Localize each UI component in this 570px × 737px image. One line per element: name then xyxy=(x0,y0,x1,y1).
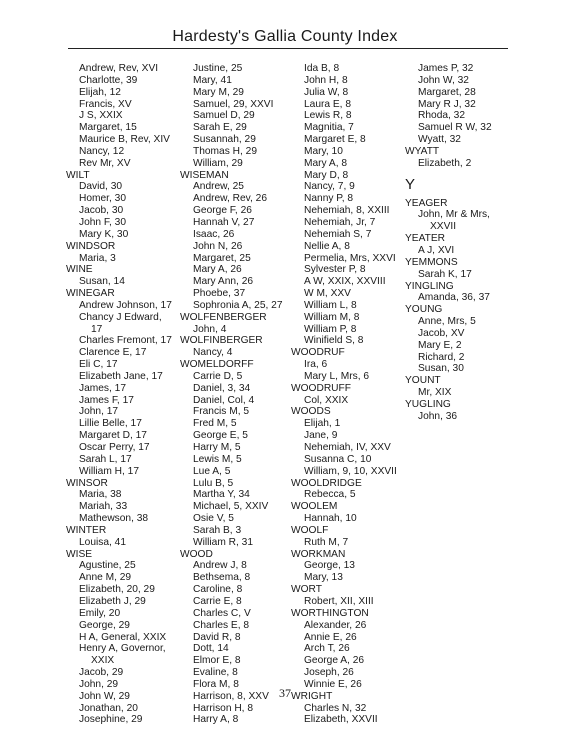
index-entry: Lulu B, 5 xyxy=(193,477,234,489)
index-entry: John F, 30 xyxy=(79,216,127,228)
index-entry: Lewis R, 8 xyxy=(304,110,352,122)
index-entry: Margaret, 15 xyxy=(79,122,137,134)
index-entry: Charles Fremont, 17 xyxy=(79,335,172,347)
index-entry: John N, 26 xyxy=(193,240,243,252)
index-entry: Mary L, Mrs, 6 xyxy=(304,370,370,382)
index-entry: Sylvester P, 8 xyxy=(304,264,366,276)
index-entry: Ida B, 8 xyxy=(304,63,340,74)
index-entry: Chancy J Edward, xyxy=(79,311,162,323)
index-entry: Nanny P, 8 xyxy=(304,193,354,205)
index-entry: Louisa, 41 xyxy=(79,536,127,548)
index-entry: Samuel, 29, XXVI xyxy=(193,98,274,110)
index-entry: Mary A, 8 xyxy=(304,157,348,169)
index-entry: Margaret, 28 xyxy=(418,86,476,98)
index-entry: Dott, 14 xyxy=(193,643,229,655)
index-entry: XXIX xyxy=(91,655,115,667)
index-entry: Amanda, 36, 37 xyxy=(418,292,490,304)
index-entry: Margaret E, 8 xyxy=(304,134,366,146)
index-entry: Harry M, 5 xyxy=(193,442,241,453)
index-entry: Eli C, 17 xyxy=(79,359,118,371)
index-entry: William M, 8 xyxy=(304,311,360,323)
index-entry: Nehemiah S, 7 xyxy=(304,228,372,240)
index-entry: Charles N, 32 xyxy=(304,702,367,714)
surname-heading: WINTER xyxy=(66,524,107,536)
index-entry: George F, 26 xyxy=(193,205,252,217)
index-entry: Permelia, Mrs, XXVI xyxy=(304,252,396,264)
index-entry: Fred M, 5 xyxy=(193,418,237,430)
index-entry: Samuel D, 29 xyxy=(193,110,255,122)
index-entry: Sophronia A, 25, 27 xyxy=(193,299,283,311)
surname-heading: WOODS xyxy=(291,406,331,418)
index-entry: Hannah V, 27 xyxy=(193,216,255,228)
surname-heading: YINGLING xyxy=(405,280,454,292)
index-entry: William, 29 xyxy=(193,157,243,169)
index-entry: Susan, 30 xyxy=(418,363,464,375)
index-entry: James F, 17 xyxy=(79,394,134,406)
index-column-1 xyxy=(66,63,184,726)
index-entry: Mary, 10 xyxy=(304,145,343,157)
index-entry: Arch T, 26 xyxy=(304,643,350,655)
index-entry: Sarah E, 29 xyxy=(193,122,247,134)
surname-heading: WILT xyxy=(66,169,90,181)
index-entry: Mary, 13 xyxy=(304,572,343,584)
index-entry: Magnitia, 7 xyxy=(304,122,354,134)
index-entry: Caroline, 8 xyxy=(193,584,243,596)
page-number: 37 xyxy=(279,686,291,700)
index-entry: Nancy, 7, 9 xyxy=(304,181,355,193)
index-entry: Alexander, 26 xyxy=(304,619,367,631)
index-entry: Nellie A, 8 xyxy=(304,240,350,252)
index-entry: Agustine, 25 xyxy=(79,560,136,572)
index-entry: Andrew, Rev, 26 xyxy=(193,193,267,205)
index-entry: A W, XXIX, XXVIII xyxy=(304,276,386,288)
surname-heading: WOOD xyxy=(180,548,213,560)
index-entry: Nehemiah, IV, XXV xyxy=(304,442,391,453)
surname-heading: YOUNG xyxy=(405,304,443,316)
index-entry: Mary K, 30 xyxy=(79,228,129,240)
index-entry: James P, 32 xyxy=(418,63,474,74)
index-entry: Nancy, 12 xyxy=(79,145,125,157)
index-entry: Elmor E, 8 xyxy=(193,655,241,667)
index-entry: Andrew, 25 xyxy=(193,181,244,193)
surname-heading: WOOLF xyxy=(291,524,329,536)
surname-heading: WOLFENBERGER xyxy=(180,311,267,323)
index-entry: Charles E, 8 xyxy=(193,619,250,631)
surname-heading: WINSOR xyxy=(66,477,108,489)
index-entry: Michael, 5, XXIV xyxy=(193,501,269,513)
surname-heading: WRIGHT xyxy=(291,690,333,702)
index-entry: Maria, 3 xyxy=(79,252,116,264)
surname-heading: WOOLDRIDGE xyxy=(291,477,362,489)
index-entry: John, 4 xyxy=(193,323,227,335)
surname-heading: WYATT xyxy=(405,145,440,157)
index-entry: Andrew Johnson, 17 xyxy=(79,299,172,311)
index-entry: John, 17 xyxy=(79,406,119,418)
index-entry: Carrie D, 5 xyxy=(193,370,243,382)
index-entry: Elizabeth Jane, 17 xyxy=(79,370,163,382)
index-entry: Daniel, Col, 4 xyxy=(193,394,255,406)
index-entry: Winnie E, 26 xyxy=(304,678,362,690)
index-entry: Robert, XII, XIII xyxy=(304,595,374,607)
index-entry: Elizabeth, XXVII xyxy=(304,714,378,726)
index-entry: Lue A, 5 xyxy=(193,465,231,477)
index-entry: Nehemiah, Jr, 7 xyxy=(304,216,376,228)
index-entry: Francis, XV xyxy=(79,98,132,110)
index-column-4 xyxy=(405,63,523,423)
index-entry: George, 29 xyxy=(79,619,130,631)
index-entry: 17 xyxy=(91,323,103,335)
index-entry: Mr, XIX xyxy=(418,387,452,399)
index-entry: Laura E, 8 xyxy=(304,98,352,110)
index-entry: Jonathan, 20 xyxy=(79,702,138,714)
index-entry: Rebecca, 5 xyxy=(304,489,356,501)
index-entry: Bethsema, 8 xyxy=(193,572,251,584)
index-entry: Mary A, 26 xyxy=(193,264,242,276)
index-entry: Osie V, 5 xyxy=(193,513,234,525)
surname-heading: YEMMONS xyxy=(405,256,458,268)
index-entry: Evaline, 8 xyxy=(193,667,238,679)
index-entry: Winifield S, 8 xyxy=(304,335,364,347)
surname-heading: YUGLING xyxy=(405,398,451,410)
index-entry: Daniel, 3, 34 xyxy=(193,382,251,394)
index-entry: Elizabeth J, 29 xyxy=(79,595,146,607)
index-entry: Maurice B, Rev, XIV xyxy=(79,134,170,146)
surname-heading: WINE xyxy=(66,264,93,276)
surname-heading: YOUNT xyxy=(405,375,441,387)
index-entry: Ruth M, 7 xyxy=(304,536,349,548)
index-entry: John, Mr & Mrs, xyxy=(418,209,490,221)
index-entry: Sarah L, 17 xyxy=(79,453,132,465)
index-entry: Jane, 9 xyxy=(304,430,338,442)
index-entry: Mary M, 29 xyxy=(193,86,244,98)
index-column-2 xyxy=(180,63,298,726)
index-entry: Andrew J, 8 xyxy=(193,560,247,572)
index-entry: Nancy, 4 xyxy=(193,347,233,359)
index-entry: William, 9, 10, XXVII xyxy=(304,465,397,477)
surname-heading: WOMELDORFF xyxy=(180,359,254,371)
index-entry: Flora M, 8 xyxy=(193,678,239,690)
title-rule xyxy=(68,48,508,49)
index-entry: Carrie E, 8 xyxy=(193,595,242,607)
surname-heading: WINEGAR xyxy=(66,288,115,300)
surname-heading: WOODRUFF xyxy=(291,382,351,394)
index-entry: Susan, 14 xyxy=(79,276,125,288)
index-entry: Susannah, 29 xyxy=(193,134,256,146)
surname-heading: WORKMAN xyxy=(291,548,346,560)
index-entry: Mary E, 2 xyxy=(418,339,462,351)
index-entry: William R, 31 xyxy=(193,536,254,548)
index-entry: Rev Mr, XV xyxy=(79,157,131,169)
index-entry: Samuel R W, 32 xyxy=(418,122,492,134)
index-entry: Isaac, 26 xyxy=(193,228,235,240)
index-entry: Hannah, 10 xyxy=(304,513,357,525)
index-entry: H A, General, XXIX xyxy=(79,631,167,643)
surname-heading: YEATER xyxy=(405,233,446,245)
surname-heading: WORTHINGTON xyxy=(291,607,369,619)
index-entry: W M, XXV xyxy=(304,288,351,300)
index-entry: Elizabeth, 20, 29 xyxy=(79,584,155,596)
index-entry: Mary Ann, 26 xyxy=(193,276,254,288)
index-entry: Justine, 25 xyxy=(193,63,243,74)
index-entry: Thomas H, 29 xyxy=(193,145,257,157)
index-entry: John W, 32 xyxy=(418,74,469,86)
index-entry: Harrison, 8, XXV xyxy=(193,690,269,702)
index-entry: Joseph, 26 xyxy=(304,667,354,679)
index-entry: Wyatt, 32 xyxy=(418,134,461,146)
index-entry: John, 36 xyxy=(418,410,458,422)
surname-heading: WISE xyxy=(66,548,93,560)
index-entry: David R, 8 xyxy=(193,631,241,643)
index-entry: John W, 29 xyxy=(79,690,130,702)
index-entry: Lewis M, 5 xyxy=(193,453,242,465)
index-entry: William P, 8 xyxy=(304,323,357,335)
index-entry: George E, 5 xyxy=(193,430,248,442)
index-entry: Elijah, 1 xyxy=(304,418,341,430)
index-entry: Phoebe, 37 xyxy=(193,288,246,300)
index-entry: Margaret D, 17 xyxy=(79,430,147,442)
index-entry: Francis M, 5 xyxy=(193,406,250,418)
surname-heading: WOODRUF xyxy=(291,347,345,359)
index-entry: Elizabeth, 2 xyxy=(418,157,472,169)
index-entry: William L, 8 xyxy=(304,299,357,311)
index-entry: Mathewson, 38 xyxy=(79,513,149,525)
index-entry: Sarah B, 3 xyxy=(193,524,242,536)
index-entry: Jacob, XV xyxy=(418,327,465,339)
index-entry: Margaret, 25 xyxy=(193,252,251,264)
index-entry: Charlotte, 39 xyxy=(79,74,138,86)
surname-heading: YEAGER xyxy=(405,197,448,209)
index-entry: Harry A, 8 xyxy=(193,714,239,726)
index-entry: John, 29 xyxy=(79,678,119,690)
index-entry: Oscar Perry, 17 xyxy=(79,442,150,453)
index-entry: David, 30 xyxy=(79,181,123,193)
surname-heading: WISEMAN xyxy=(180,169,229,181)
section-letter: Y xyxy=(405,175,416,193)
index-entry: Emily, 20 xyxy=(79,607,121,619)
index-entry: Homer, 30 xyxy=(79,193,126,205)
index-entry: Martha Y, 34 xyxy=(193,489,250,501)
index-entry: Col, XXIX xyxy=(304,394,349,406)
index-column-3 xyxy=(291,63,409,726)
surname-heading: WOOLEM xyxy=(291,501,338,513)
index-entry: James, 17 xyxy=(79,382,126,394)
index-entry: Harrison H, 8 xyxy=(193,702,254,714)
index-entry: Julia W, 8 xyxy=(304,86,349,98)
index-entry: Mary, 41 xyxy=(193,74,232,86)
surname-heading: WINDSOR xyxy=(66,240,116,252)
index-entry: Mary D, 8 xyxy=(304,169,349,181)
index-entry: Ira, 6 xyxy=(304,359,328,371)
index-entry: Clarence E, 17 xyxy=(79,347,147,359)
index-entry: Lillie Belle, 17 xyxy=(79,418,142,430)
index-entry: J S, XXIX xyxy=(79,110,123,122)
index-entry: Elijah, 12 xyxy=(79,86,121,98)
index-entry: Mary R J, 32 xyxy=(418,98,476,110)
index-entry: Anne M, 29 xyxy=(79,572,132,584)
index-entry: Jacob, 29 xyxy=(79,667,124,679)
index-entry: Charles C, V xyxy=(193,607,251,619)
index-entry: William H, 17 xyxy=(79,465,140,477)
surname-heading: WORT xyxy=(291,584,322,596)
index-entry: Annie E, 26 xyxy=(304,631,357,643)
index-entry: Richard, 2 xyxy=(418,351,465,363)
index-entry: Anne, Mrs, 5 xyxy=(418,316,476,328)
index-entry: Josephine, 29 xyxy=(79,714,143,726)
surname-heading: WOLFINBERGER xyxy=(180,335,263,347)
index-entry: Andrew, Rev, XVI xyxy=(79,63,159,74)
index-entry: George, 13 xyxy=(304,560,355,572)
page-title: Hardesty's Gallia County Index xyxy=(172,28,398,45)
index-entry: Rhoda, 32 xyxy=(418,110,466,122)
index-entry: Nehemiah, 8, XXIII xyxy=(304,205,390,217)
index-entry: John H, 8 xyxy=(304,74,348,86)
index-entry: A J, XVI xyxy=(418,244,455,256)
index-entry: George A, 26 xyxy=(304,655,365,667)
index-entry: Jacob, 30 xyxy=(79,205,124,217)
index-entry: Maria, 38 xyxy=(79,489,122,501)
index-entry: Henry A, Governor, xyxy=(79,643,166,655)
index-entry: Susanna C, 10 xyxy=(304,453,372,465)
index-entry: Sarah K, 17 xyxy=(418,268,472,280)
index-entry: Mariah, 33 xyxy=(79,501,128,513)
index-entry: XXVII xyxy=(430,221,457,233)
